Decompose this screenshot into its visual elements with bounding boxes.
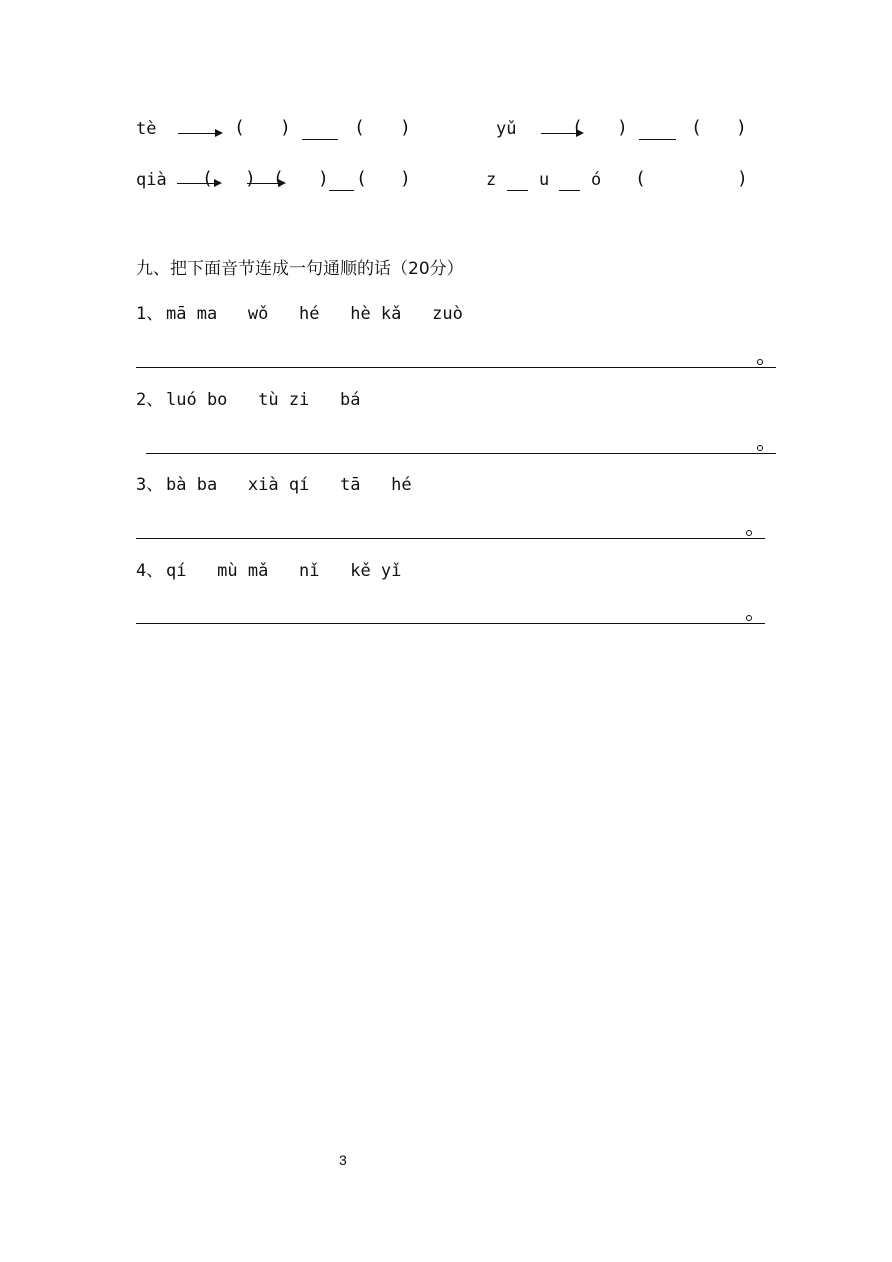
syllable-yu: yǔ — [496, 119, 517, 139]
paren-open: ( — [234, 117, 245, 138]
paren-open: ( — [273, 168, 284, 189]
paren-close: ) — [736, 117, 747, 138]
item-label: 4、 — [136, 561, 164, 581]
period-mark — [746, 530, 752, 536]
paren-open: ( — [354, 117, 365, 138]
page-number: 3 — [339, 1152, 347, 1168]
item-label: 3、 — [136, 475, 164, 495]
answer-blank[interactable] — [329, 190, 354, 191]
arrow-right-icon — [178, 133, 216, 134]
paren-close: ) — [400, 117, 411, 138]
paren-close: ) — [280, 117, 291, 138]
final-o: ó — [591, 170, 602, 190]
paren-open: ( — [356, 168, 367, 189]
syllable-qia: qià — [136, 170, 167, 190]
syllable-te: tè — [136, 119, 157, 139]
answer-line[interactable] — [136, 623, 765, 624]
medial-u: u — [539, 170, 550, 190]
answer-blank[interactable] — [507, 190, 528, 191]
answer-line[interactable] — [136, 367, 776, 368]
paren-open: ( — [635, 168, 646, 189]
paren-close: ) — [617, 117, 628, 138]
answer-blank[interactable] — [639, 139, 676, 140]
item-pinyin: luó bo tù zi bá — [166, 390, 361, 410]
item-pinyin: qí mù mǎ nǐ kě yǐ — [166, 561, 402, 581]
period-mark — [757, 359, 763, 365]
item-label: 2、 — [136, 390, 164, 410]
paren-open: ( — [202, 168, 213, 189]
item-pinyin: bà ba xià qí tā hé — [166, 475, 412, 495]
section-heading: 九、把下面音节连成一句通顺的话（20分） — [136, 259, 464, 279]
answer-line[interactable] — [136, 538, 765, 539]
answer-blank[interactable] — [559, 190, 580, 191]
paren-open: ( — [572, 117, 583, 138]
paren-close: ) — [245, 168, 256, 189]
paren-close: ) — [400, 168, 411, 189]
item-pinyin: mā ma wǒ hé hè kǎ zuò — [166, 304, 463, 324]
paren-close: ) — [737, 168, 748, 189]
period-mark — [757, 445, 763, 451]
item-label: 1、 — [136, 304, 164, 324]
period-mark — [746, 615, 752, 621]
paren-open: ( — [691, 117, 702, 138]
answer-line[interactable] — [146, 453, 776, 454]
initial-z: z — [486, 170, 497, 190]
answer-blank[interactable] — [302, 139, 338, 140]
paren-close: ) — [318, 168, 329, 189]
